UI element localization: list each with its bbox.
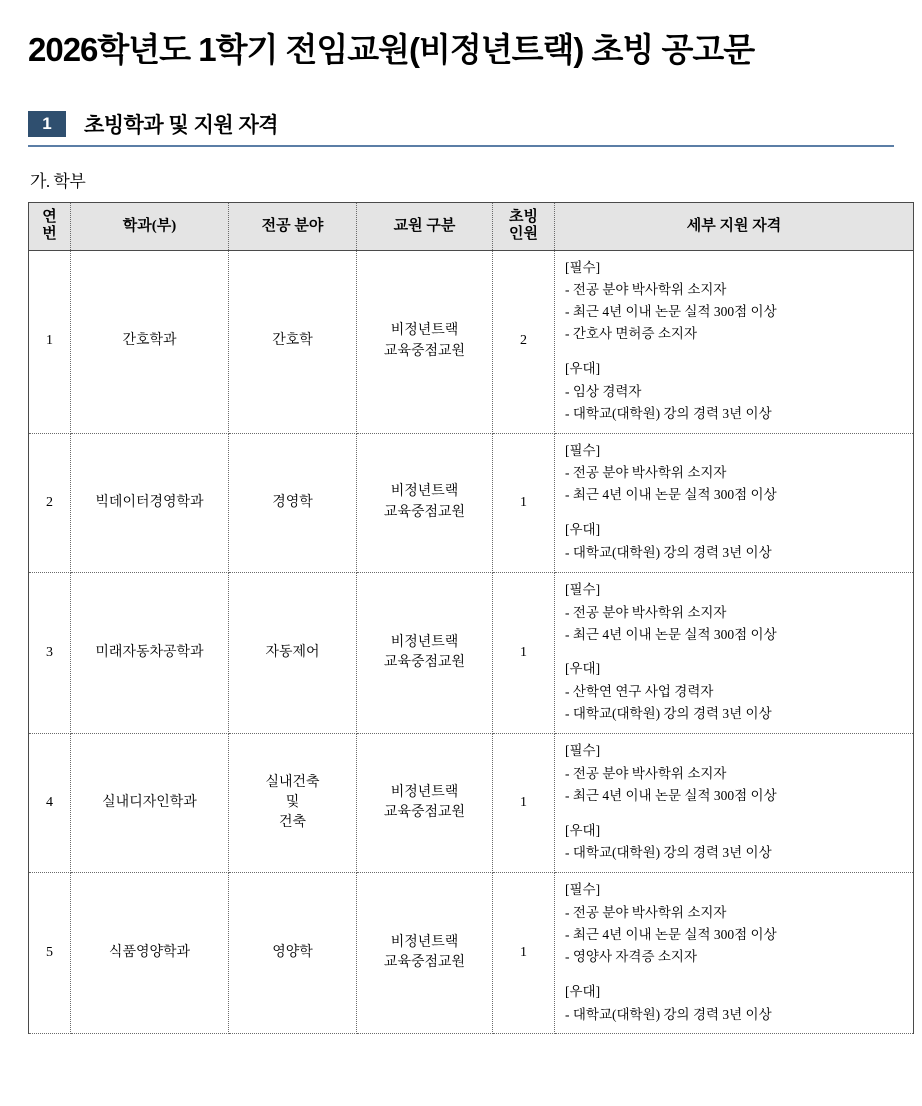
cell-no: 1	[29, 250, 71, 433]
required-item: - 최근 4년 이내 논문 실적 300점 이상	[565, 626, 777, 642]
cell-qualifications	[555, 433, 914, 572]
preferred-item: - 대학교(대학원) 강의 경력 3년 이상	[565, 405, 772, 421]
cell-faculty-type-line1: 비정년트랙	[390, 323, 459, 339]
cell-faculty-type	[357, 433, 493, 572]
required-heading: [필수]	[565, 882, 601, 898]
cell-department: 미래자동차공학과	[71, 572, 229, 733]
table-row	[29, 733, 914, 872]
preferred-heading: [우대]	[565, 661, 601, 677]
preferred-heading: [우대]	[565, 360, 601, 376]
cell-major	[229, 733, 357, 872]
page-title: 2026학년도 1학기 전임교원(비정년트랙) 초빙 공고문	[28, 31, 755, 68]
cell-major-line1: 실내건축	[265, 774, 320, 790]
cell-department: 식품영양학과	[71, 873, 229, 1034]
cell-qualifications	[555, 572, 914, 733]
cell-major: 자동제어	[229, 572, 357, 733]
table-row	[29, 873, 914, 1034]
required-item: - 간호사 면허증 소지자	[565, 326, 697, 342]
cell-faculty-type	[357, 250, 493, 433]
required-item: - 전공 분야 박사학위 소지자	[565, 465, 727, 481]
required-item: - 전공 분야 박사학위 소지자	[565, 282, 727, 298]
cell-major: 간호학	[229, 250, 357, 433]
cell-qualifications	[555, 733, 914, 872]
table-row	[29, 572, 914, 733]
cell-major: 영양학	[229, 873, 357, 1034]
cell-count: 1	[493, 433, 555, 572]
cell-qualifications	[555, 873, 914, 1034]
cell-faculty-type-line2: 교육중점교원	[383, 343, 466, 359]
column-header-department: 학과(부)	[71, 203, 229, 251]
preferred-heading: [우대]	[565, 822, 601, 838]
required-heading: [필수]	[565, 742, 601, 758]
preferred-item: - 산학연 연구 사업 경력자	[565, 684, 714, 700]
cell-faculty-type-line1: 비정년트랙	[390, 935, 459, 951]
cell-major-line2: 및	[285, 794, 300, 810]
qualification-spacer	[565, 345, 903, 358]
preferred-heading: [우대]	[565, 983, 601, 999]
table-header-row	[29, 203, 914, 251]
preferred-item: - 대학교(대학원) 강의 경력 3년 이상	[565, 1006, 772, 1022]
cell-major-line3: 건축	[278, 815, 307, 831]
cell-department: 간호학과	[71, 250, 229, 433]
preferred-item: - 임상 경력자	[565, 383, 642, 399]
required-item: - 전공 분야 박사학위 소지자	[565, 765, 727, 781]
required-item: - 최근 4년 이내 논문 실적 300점 이상	[565, 304, 777, 320]
table-row	[29, 250, 914, 433]
subsection-heading: 가. 학부	[30, 172, 86, 191]
required-heading: [필수]	[565, 259, 601, 275]
qualification-spacer	[565, 506, 903, 519]
cell-no: 5	[29, 873, 71, 1034]
required-item: - 전공 분야 박사학위 소지자	[565, 905, 727, 921]
required-item: - 전공 분야 박사학위 소지자	[565, 604, 727, 620]
cell-no: 4	[29, 733, 71, 872]
section-header	[28, 109, 904, 139]
column-header-count-line2: 인원	[509, 226, 538, 243]
required-item: - 최근 4년 이내 논문 실적 300점 이상	[565, 487, 777, 503]
cell-faculty-type	[357, 733, 493, 872]
cell-faculty-type-line1: 비정년트랙	[390, 634, 459, 650]
column-header-faculty-type: 교원 구분	[357, 203, 493, 251]
cell-no: 3	[29, 572, 71, 733]
cell-department: 빅데이터경영학과	[71, 433, 229, 572]
required-item: - 최근 4년 이내 논문 실적 300점 이상	[565, 787, 777, 803]
table-row	[29, 433, 914, 572]
cell-department: 실내디자인학과	[71, 733, 229, 872]
preferred-item: - 대학교(대학원) 강의 경력 3년 이상	[565, 544, 772, 560]
column-header-count	[493, 203, 555, 251]
qualification-spacer	[565, 968, 903, 981]
preferred-item: - 대학교(대학원) 강의 경력 3년 이상	[565, 845, 772, 861]
cell-faculty-type-line1: 비정년트랙	[390, 484, 459, 500]
cell-count: 1	[493, 733, 555, 872]
cell-faculty-type-line2: 교육중점교원	[383, 654, 466, 670]
column-header-no-line2: 번	[42, 226, 57, 243]
cell-no: 2	[29, 433, 71, 572]
cell-count: 1	[493, 572, 555, 733]
cell-count: 2	[493, 250, 555, 433]
preferred-heading: [우대]	[565, 522, 601, 538]
cell-faculty-type-line2: 교육중점교원	[383, 504, 466, 520]
required-item: - 영양사 자격증 소지자	[565, 948, 697, 964]
required-item: - 최근 4년 이내 논문 실적 300점 이상	[565, 926, 777, 942]
cell-faculty-type-line2: 교육중점교원	[383, 955, 466, 971]
section-title: 초빙학과 및 지원 자격	[84, 114, 279, 137]
preferred-item: - 대학교(대학원) 강의 경력 3년 이상	[565, 706, 772, 722]
column-header-no-line1: 연	[42, 209, 57, 225]
cell-faculty-type	[357, 873, 493, 1034]
document-page	[0, 24, 922, 1034]
section-divider	[28, 145, 894, 147]
cell-faculty-type-line2: 교육중점교원	[383, 805, 466, 821]
recruitment-table	[28, 202, 914, 1034]
required-heading: [필수]	[565, 581, 601, 597]
column-header-count-line1: 초빙	[509, 209, 538, 225]
cell-faculty-type-line1: 비정년트랙	[390, 784, 459, 800]
qualification-spacer	[565, 807, 903, 820]
cell-count: 1	[493, 873, 555, 1034]
cell-faculty-type	[357, 572, 493, 733]
column-header-no	[29, 203, 71, 251]
cell-qualifications	[555, 250, 914, 433]
cell-major: 경영학	[229, 433, 357, 572]
column-header-major: 전공 분야	[229, 203, 357, 251]
qualification-spacer	[565, 645, 903, 658]
required-heading: [필수]	[565, 442, 601, 458]
column-header-qualifications: 세부 지원 자격	[555, 203, 914, 251]
section-number-badge: 1	[28, 111, 66, 137]
